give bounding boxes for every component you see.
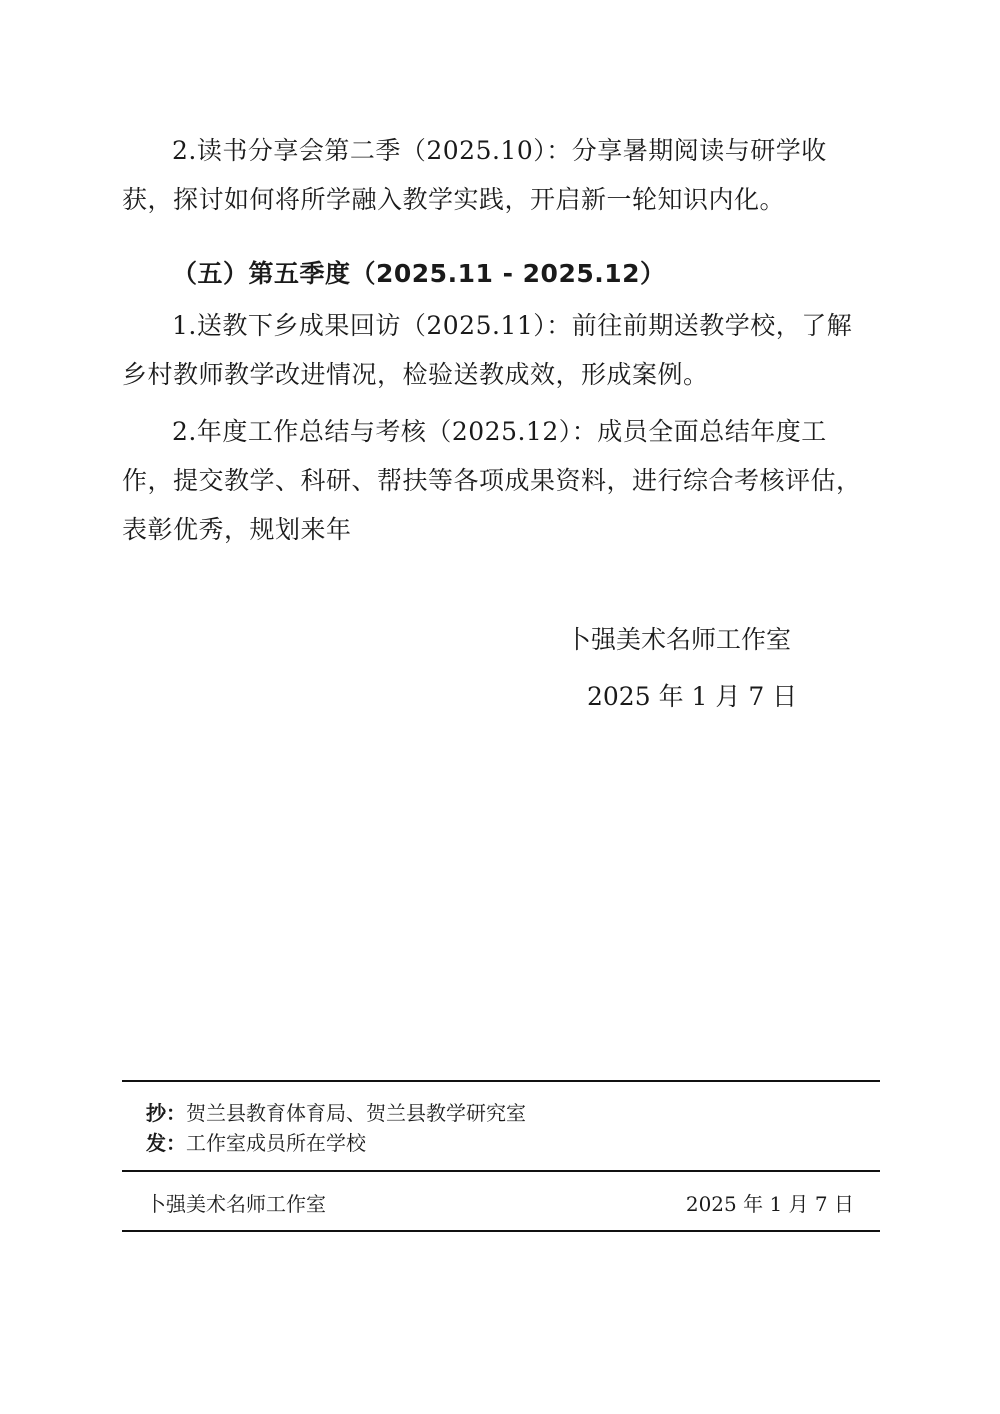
send-row — [146, 1127, 366, 1159]
paragraph-reading-session: 2.读书分享会第二季（2025.10）：分享暑期阅读与研学收获，探讨如何将所学融入教学实践，开启新一轮知识内化。 — [122, 136, 827, 214]
footer-date: 2025 年 1 月 7 日 — [685, 1192, 854, 1216]
cc-label: 抄： — [146, 1101, 186, 1125]
footer-issuer: 卜强美术名师工作室 — [146, 1192, 326, 1216]
divider-middle — [122, 1170, 880, 1172]
cc-row — [146, 1097, 526, 1129]
send-label: 发： — [146, 1131, 186, 1155]
divider-bottom — [122, 1230, 880, 1232]
paragraph-annual-summary: 2.年度工作总结与考核（2025.12）：成员全面总结年度工作，提交教学、科研、帮扶等各项成果资料，进行综合考核评估，表彰优秀，规划来年 — [122, 417, 862, 544]
divider-top — [122, 1080, 880, 1082]
signature-organization: 卜强美术名师工作室 — [566, 625, 792, 654]
signature-date: 2025 年 1 月 7 日 — [587, 682, 798, 711]
send-value: 工作室成员所在学校 — [186, 1131, 366, 1155]
paragraph-outreach-review: 1.送教下乡成果回访（2025.11）：前往前期送教学校，了解乡村教师教学改进情况，检验送教成效，形成案例。 — [122, 311, 853, 389]
section-heading-q5: （五）第五季度（2025.11 - 2025.12） — [172, 259, 666, 288]
cc-value: 贺兰县教育体育局、贺兰县教学研究室 — [186, 1101, 526, 1125]
